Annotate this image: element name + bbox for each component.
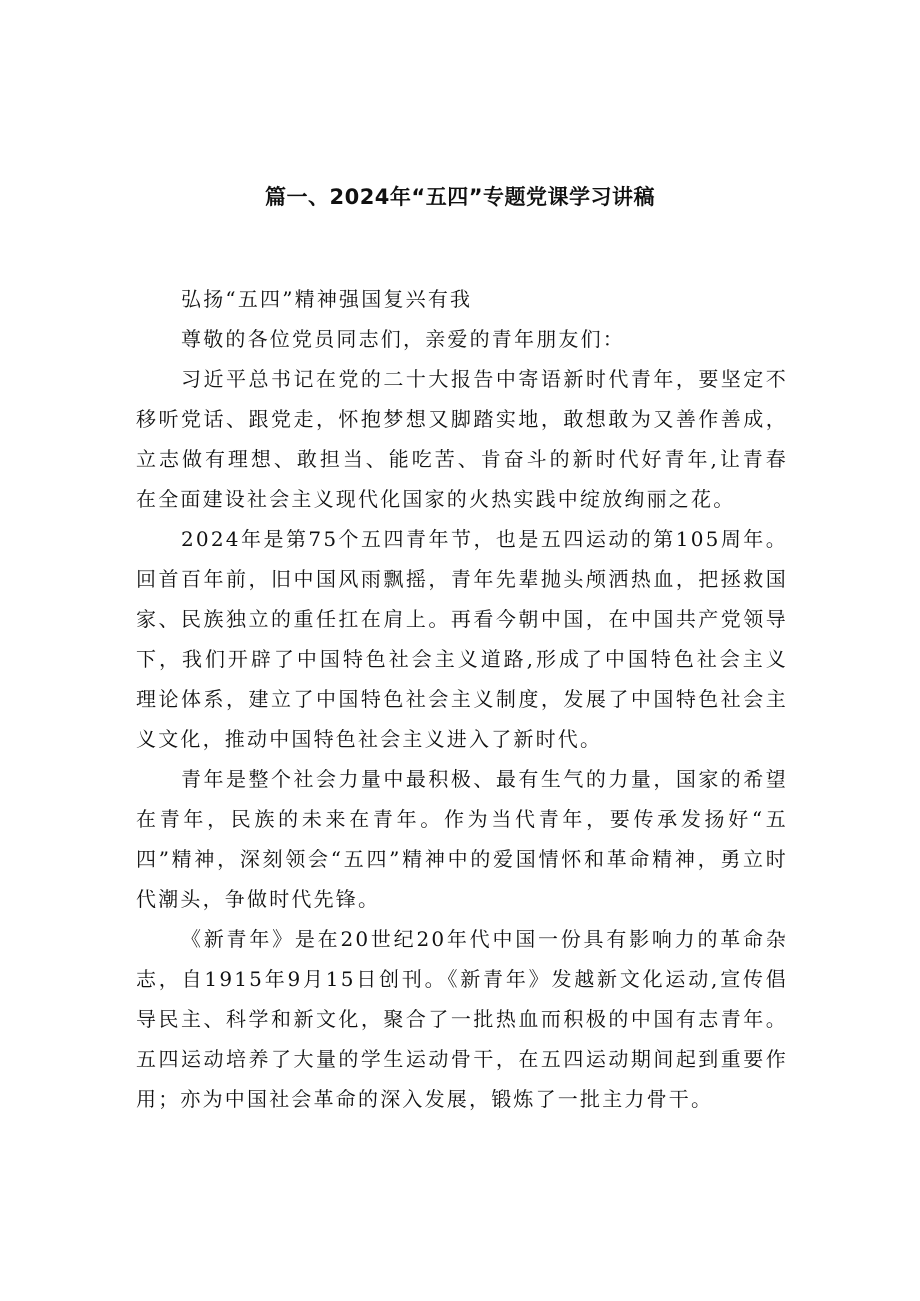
body-paragraph: 2024年是第75个五四青年节，也是五四运动的第105周年。回首百年前，旧中国风雨飘摇，青年先辈抛头颅洒热血，把拯救国家、民族独立的重任扛在肩上。再看今朝中国，在中国共产党领导下，我们开辟了中国特色社会主义道路,形成了中国特色社会主义理论体系，建立了中国特色社会主义制度，发展了中国特色社会主义文化，推动中国特色社会主义进入了新时代。 (136, 527, 788, 751)
body-paragraph: 《新青年》是在20世纪20年代中国一份具有影响力的革命杂志，自1915年9月15日创刊。《新青年》发越新文化运动,宣传倡导民主、科学和新文化，聚合了一批热血而积极的中国有志青年。五四运动培养了大量的学生运动骨干，在五四运动期间起到重要作用；亦为中国社会革命的深入发展，锻炼了一批主力骨干。 (136, 927, 788, 1111)
body-paragraph: 习近平总书记在党的二十大报告中寄语新时代青年，要坚定不移听党话、跟党走，怀抱梦想又脚踏实地，敢想敢为又善作善成，立志做有理想、敢担当、能吃苦、肯奋斗的新时代好青年,让青春在全面建设社会主义现代化国家的火热实践中绽放绚丽之花。 (136, 367, 788, 511)
salutation: 尊敬的各位党员同志们，亲爱的青年朋友们： (181, 327, 625, 351)
speech-subtitle: 弘扬“五四”精神强国复兴有我 (181, 287, 473, 311)
body-paragraph: 青年是整个社会力量中最积极、最有生气的力量，国家的希望在青年，民族的未来在青年。作为当代青年，要传承发扬好“五四”精神，深刻领会“五四”精神中的爱国情怀和革命精神，勇立时代潮头，争做时代先锋。 (136, 767, 788, 911)
document-title: 篇一、2024年“五四”专题党课学习讲稿 (264, 185, 656, 209)
document-body (136, 279, 788, 1119)
